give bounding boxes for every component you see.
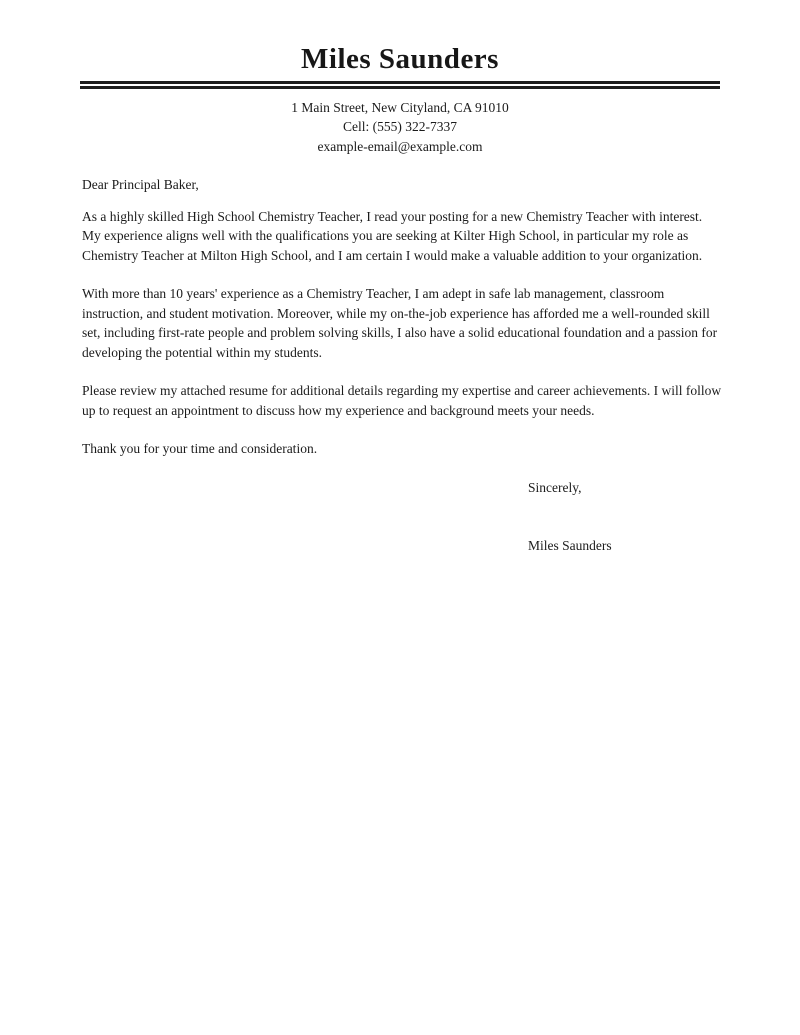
paragraph-intro: As a highly skilled High School Chemistry Teacher, I read your posting for a new Chemistry Teacher with interest. My experience aligns well with the qualifications you are seeking at Kilter High School, in particular my role as Chemistry Teacher at Milton High School, and I am certain I would make a valuable addition to your organization. <box>82 208 703 263</box>
header-double-rule <box>80 81 720 89</box>
contact-address: 1 Main Street, New Cityland, CA 91010 <box>291 99 509 115</box>
signature-name: Miles Saunders <box>528 538 612 554</box>
letter-body <box>82 175 722 459</box>
salutation: Dear Principal Baker, <box>82 177 199 193</box>
closing-salutation: Sincerely, <box>528 479 582 495</box>
letter-header <box>0 0 800 156</box>
contact-block <box>0 98 800 157</box>
paragraph-follow-up: Please review my attached resume for additional details regarding my expertise and career achievements. I will follow up to request an appointment to discuss how my experience and background meets your needs. <box>82 383 722 418</box>
rule-line-bottom <box>80 86 720 89</box>
contact-email: example-email@example.com <box>317 138 483 154</box>
paragraph-experience: With more than 10 years' experience as a Chemistry Teacher, I am adept in safe lab management, classroom instruction, and student motivation. Moreover, while my on-the-job experience has afforded me a well-rounded skill set, including first-rate people and problem solving skills, I also have a solid educational foundation and a passion for developing the potential within my students. <box>82 286 718 360</box>
letter-author-name: Miles Saunders <box>301 43 499 75</box>
paragraph-thanks: Thank you for your time and consideration. <box>82 441 318 457</box>
closing-block <box>528 478 800 556</box>
contact-phone: Cell: (555) 322-7337 <box>343 119 457 135</box>
